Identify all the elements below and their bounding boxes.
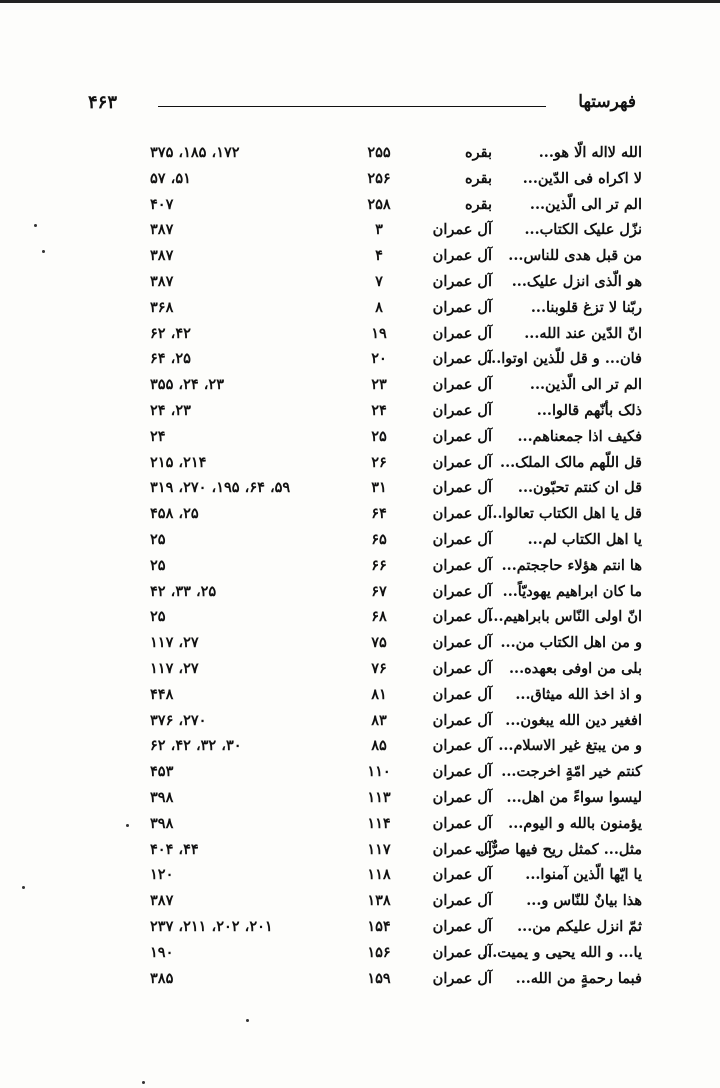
ayah-number: ۱۵۹ [367,969,391,987]
page-references: ۴۴، ۴۰۴ [150,840,199,858]
ayah-number: ۱۹ [371,324,387,342]
surah-name: آل عمران [432,427,492,445]
surah-name: آل عمران [432,892,492,910]
ayah-number: ۲۵۶ [367,169,391,187]
ayah-number: ۷۶ [371,659,387,677]
ayah-number: ۲۵ [371,427,387,445]
page-references: ۲۵ [150,608,166,626]
table-row [150,837,642,863]
table-row [150,656,642,682]
table-row [150,579,642,605]
page-references: ۵۱، ۵۷ [150,169,191,187]
speck [142,1081,145,1084]
page-references: ۳۶۸ [150,298,174,316]
table-row [150,501,642,527]
surah-name: بقره [465,195,492,213]
ayah-number: ۸ [375,298,383,316]
table-row [150,346,642,372]
verse-text: یا... و الله یحیی و یمیت... [482,943,642,961]
ayah-number: ۱۱۸ [367,866,391,884]
surah-name: آل عمران [432,401,492,419]
verse-text: یؤمنون بالله و الیوم... [508,814,642,832]
ayah-number: ۱۱۴ [367,814,391,832]
verse-text: ربّنا لا تزغ قلوبنا... [530,298,642,316]
surah-name: آل عمران [432,763,492,781]
ayah-number: ۱۱۳ [367,788,391,806]
verse-text: ثمّ انزل علیکم من... [517,917,642,935]
ayah-number: ۲۶ [371,453,387,471]
verse-text: قل اللّهم مالک الملک... [500,453,642,471]
surah-name: آل عمران [432,685,492,703]
surah-name: آل عمران [432,453,492,471]
table-row [150,166,642,192]
verse-text: فبما رحمةٍ من الله... [515,969,642,987]
page-references: ۴۲، ۶۲ [150,324,191,342]
ayah-number: ۲۴ [371,401,387,419]
ayah-number: ۴ [375,247,383,265]
page-references: ۲۵، ۴۵۸ [150,505,199,523]
verse-text: قل ان کنتم تحبّون... [517,479,642,497]
verse-text: الم تر الی الّذین... [529,195,642,213]
table-row [150,811,642,837]
page-references: ۲۰۱، ۲۰۲، ۲۱۱، ۲۳۷ [150,917,273,935]
verse-text: لیسوا سواءً من اهل... [506,788,642,806]
ayah-number: ۱۱۰ [367,763,391,781]
surah-name: آل عمران [432,866,492,884]
verse-index-table [150,140,642,991]
surah-name: آل عمران [432,479,492,497]
page-references: ۲۳، ۲۴، ۳۵۵ [150,376,224,394]
page-references: ۳۹۸ [150,788,174,806]
verse-text: نزّل علیک الکتاب... [524,221,642,239]
ayah-number: ۶۶ [371,556,387,574]
ayah-number: ۶۸ [371,608,387,626]
page-number: ۴۶۳ [88,92,118,113]
verse-text: الم تر الی الّذین... [529,376,642,394]
table-row [150,475,642,501]
page-references: ۲۵ [150,530,166,548]
speck [246,1019,249,1022]
surah-name: آل عمران [432,582,492,600]
table-row [150,398,642,424]
ayah-number: ۸۳ [371,711,387,729]
surah-name: بقره [465,169,492,187]
surah-name: آل عمران [432,298,492,316]
surah-name: آل عمران [432,634,492,652]
table-row [150,192,642,218]
page-header [88,92,636,118]
surah-name: آل عمران [432,376,492,394]
ayah-number: ۷۵ [371,634,387,652]
verse-text: و من یبتغ غیر الاسلام... [498,737,642,755]
verse-text: کنتم خیر امّةٍ اخرجت... [501,763,642,781]
table-row [150,708,642,734]
ayah-number: ۷ [375,272,383,290]
table-row [150,630,642,656]
verse-text: هذا بیانٌ للنّاس و... [526,892,642,910]
verse-text: لا اکراه فی الدّین... [522,169,642,187]
verse-text: ذلک بأنّهم قالوا... [536,401,642,419]
ayah-number: ۲۵۵ [367,144,391,161]
page-references: ۳۸۷ [150,272,174,290]
page-references: ۲۵ [150,556,166,574]
table-row [150,269,642,295]
ayah-number: ۶۷ [371,582,387,600]
ayah-number: ۲۳ [371,376,387,394]
ayah-number: ۳۱ [371,479,387,497]
page-references: ۲۵، ۶۴ [150,350,191,368]
page-references: ۲۷، ۱۱۷ [150,659,199,677]
surah-name: آل عمران [432,788,492,806]
ayah-number: ۱۵۶ [367,943,391,961]
table-row [150,140,642,166]
table-row [150,862,642,888]
table-row [150,940,642,966]
table-row [150,759,642,785]
ayah-number: ۱۵۴ [367,917,391,935]
surah-name: آل عمران [432,711,492,729]
ayah-number: ۸۵ [371,737,387,755]
page-references: ۳۸۷ [150,247,174,265]
verse-text: و اذ اخذ الله میثاق... [515,685,642,703]
verse-text: من قبل هدی للناس... [508,247,642,265]
table-row [150,243,642,269]
ayah-number: ۱۱۷ [367,840,391,858]
speck [22,886,25,889]
ayah-number: ۳ [375,221,383,239]
page-references: ۴۰۷ [150,195,174,213]
ayah-number: ۸۱ [371,685,387,703]
table-row [150,604,642,630]
ayah-number: ۶۵ [371,530,387,548]
surah-name: آل عمران [432,272,492,290]
speck [34,224,37,227]
verse-text: هو الّذی انزل علیک... [511,272,642,290]
verse-text: ها انتم هؤلاء حاججتم... [501,556,642,574]
page-references: ۲۴ [150,427,166,445]
surah-name: آل عمران [432,350,492,368]
page-references: ۳۸۵ [150,969,174,987]
verse-text: الله لااله الّا هو... [538,144,642,161]
verse-text: افغیر دین الله یبغون... [505,711,642,729]
surah-name: آل عمران [432,969,492,987]
page-references: ۳۸۷ [150,221,174,239]
page-references: ۴۵۳ [150,763,174,781]
verse-text: انّ الدّین عند الله... [524,324,642,342]
verse-text: و من اهل الکتاب من... [500,634,642,652]
surah-name: آل عمران [432,943,492,961]
table-row [150,217,642,243]
verse-text: ما کان ابراهیم یهودیّاً... [502,582,642,600]
ayah-number: ۶۴ [371,505,387,523]
page-references: ۱۲۰ [150,866,174,884]
verse-text: انّ اولی النّاس بابراهیم... [488,608,642,626]
surah-name: آل عمران [432,659,492,677]
verse-text: مثل... کمثل ریح فیها صرٌّ... [474,840,642,858]
table-row [150,527,642,553]
surah-name: آل عمران [432,840,492,858]
top-border [0,0,720,3]
page-references: ۲۳، ۲۴ [150,401,191,419]
table-row [150,450,642,476]
table-row [150,553,642,579]
page-references: ۱۷۲، ۱۸۵، ۳۷۵ [150,144,240,161]
verse-text: فکیف اذا جمعناهم... [517,427,642,445]
table-row [150,682,642,708]
surah-name: آل عمران [432,814,492,832]
surah-name: آل عمران [432,505,492,523]
table-row [150,321,642,347]
ayah-number: ۲۰ [371,350,387,368]
verse-text: بلی من اوفی بعهده... [509,659,642,677]
page-references: ۲۵، ۳۳، ۴۲ [150,582,217,600]
speck [42,250,45,253]
surah-name: آل عمران [432,247,492,265]
page-references: ۲۷۰، ۳۷۶ [150,711,207,729]
header-rule [158,106,546,107]
surah-name: آل عمران [432,221,492,239]
surah-name: بقره [465,144,492,161]
verse-text: فان... و قل للّذین اوتوا... [486,350,642,368]
page-title: فهرستها [578,92,636,112]
page-references: ۳۹۸ [150,814,174,832]
page-references: ۵۹، ۶۴، ۱۹۵، ۲۷۰، ۳۱۹ [150,479,291,497]
verse-text: یا اهل الکتاب لم... [527,530,642,548]
verse-text: قل یا اهل الکتاب تعالوا... [487,505,642,523]
table-row [150,733,642,759]
page-references: ۲۱۴، ۲۱۵ [150,453,207,471]
table-row [150,372,642,398]
page-references: ۱۹۰ [150,943,174,961]
surah-name: آل عمران [432,324,492,342]
page-references: ۳۸۷ [150,892,174,910]
ayah-number: ۲۵۸ [367,195,391,213]
page-references: ۲۷، ۱۱۷ [150,634,199,652]
page-references: ۳۰، ۳۲، ۴۲، ۶۲ [150,737,242,755]
table-row [150,295,642,321]
table-row [150,966,642,992]
table-row [150,914,642,940]
surah-name: آل عمران [432,530,492,548]
table-row [150,888,642,914]
surah-name: آل عمران [432,917,492,935]
page-references: ۴۴۸ [150,685,174,703]
table-row [150,424,642,450]
surah-name: آل عمران [432,608,492,626]
surah-name: آل عمران [432,737,492,755]
speck [126,824,129,827]
ayah-number: ۱۳۸ [367,892,391,910]
verse-text: یا ایّها الّذین آمنوا... [525,866,642,884]
table-row [150,785,642,811]
surah-name: آل عمران [432,556,492,574]
